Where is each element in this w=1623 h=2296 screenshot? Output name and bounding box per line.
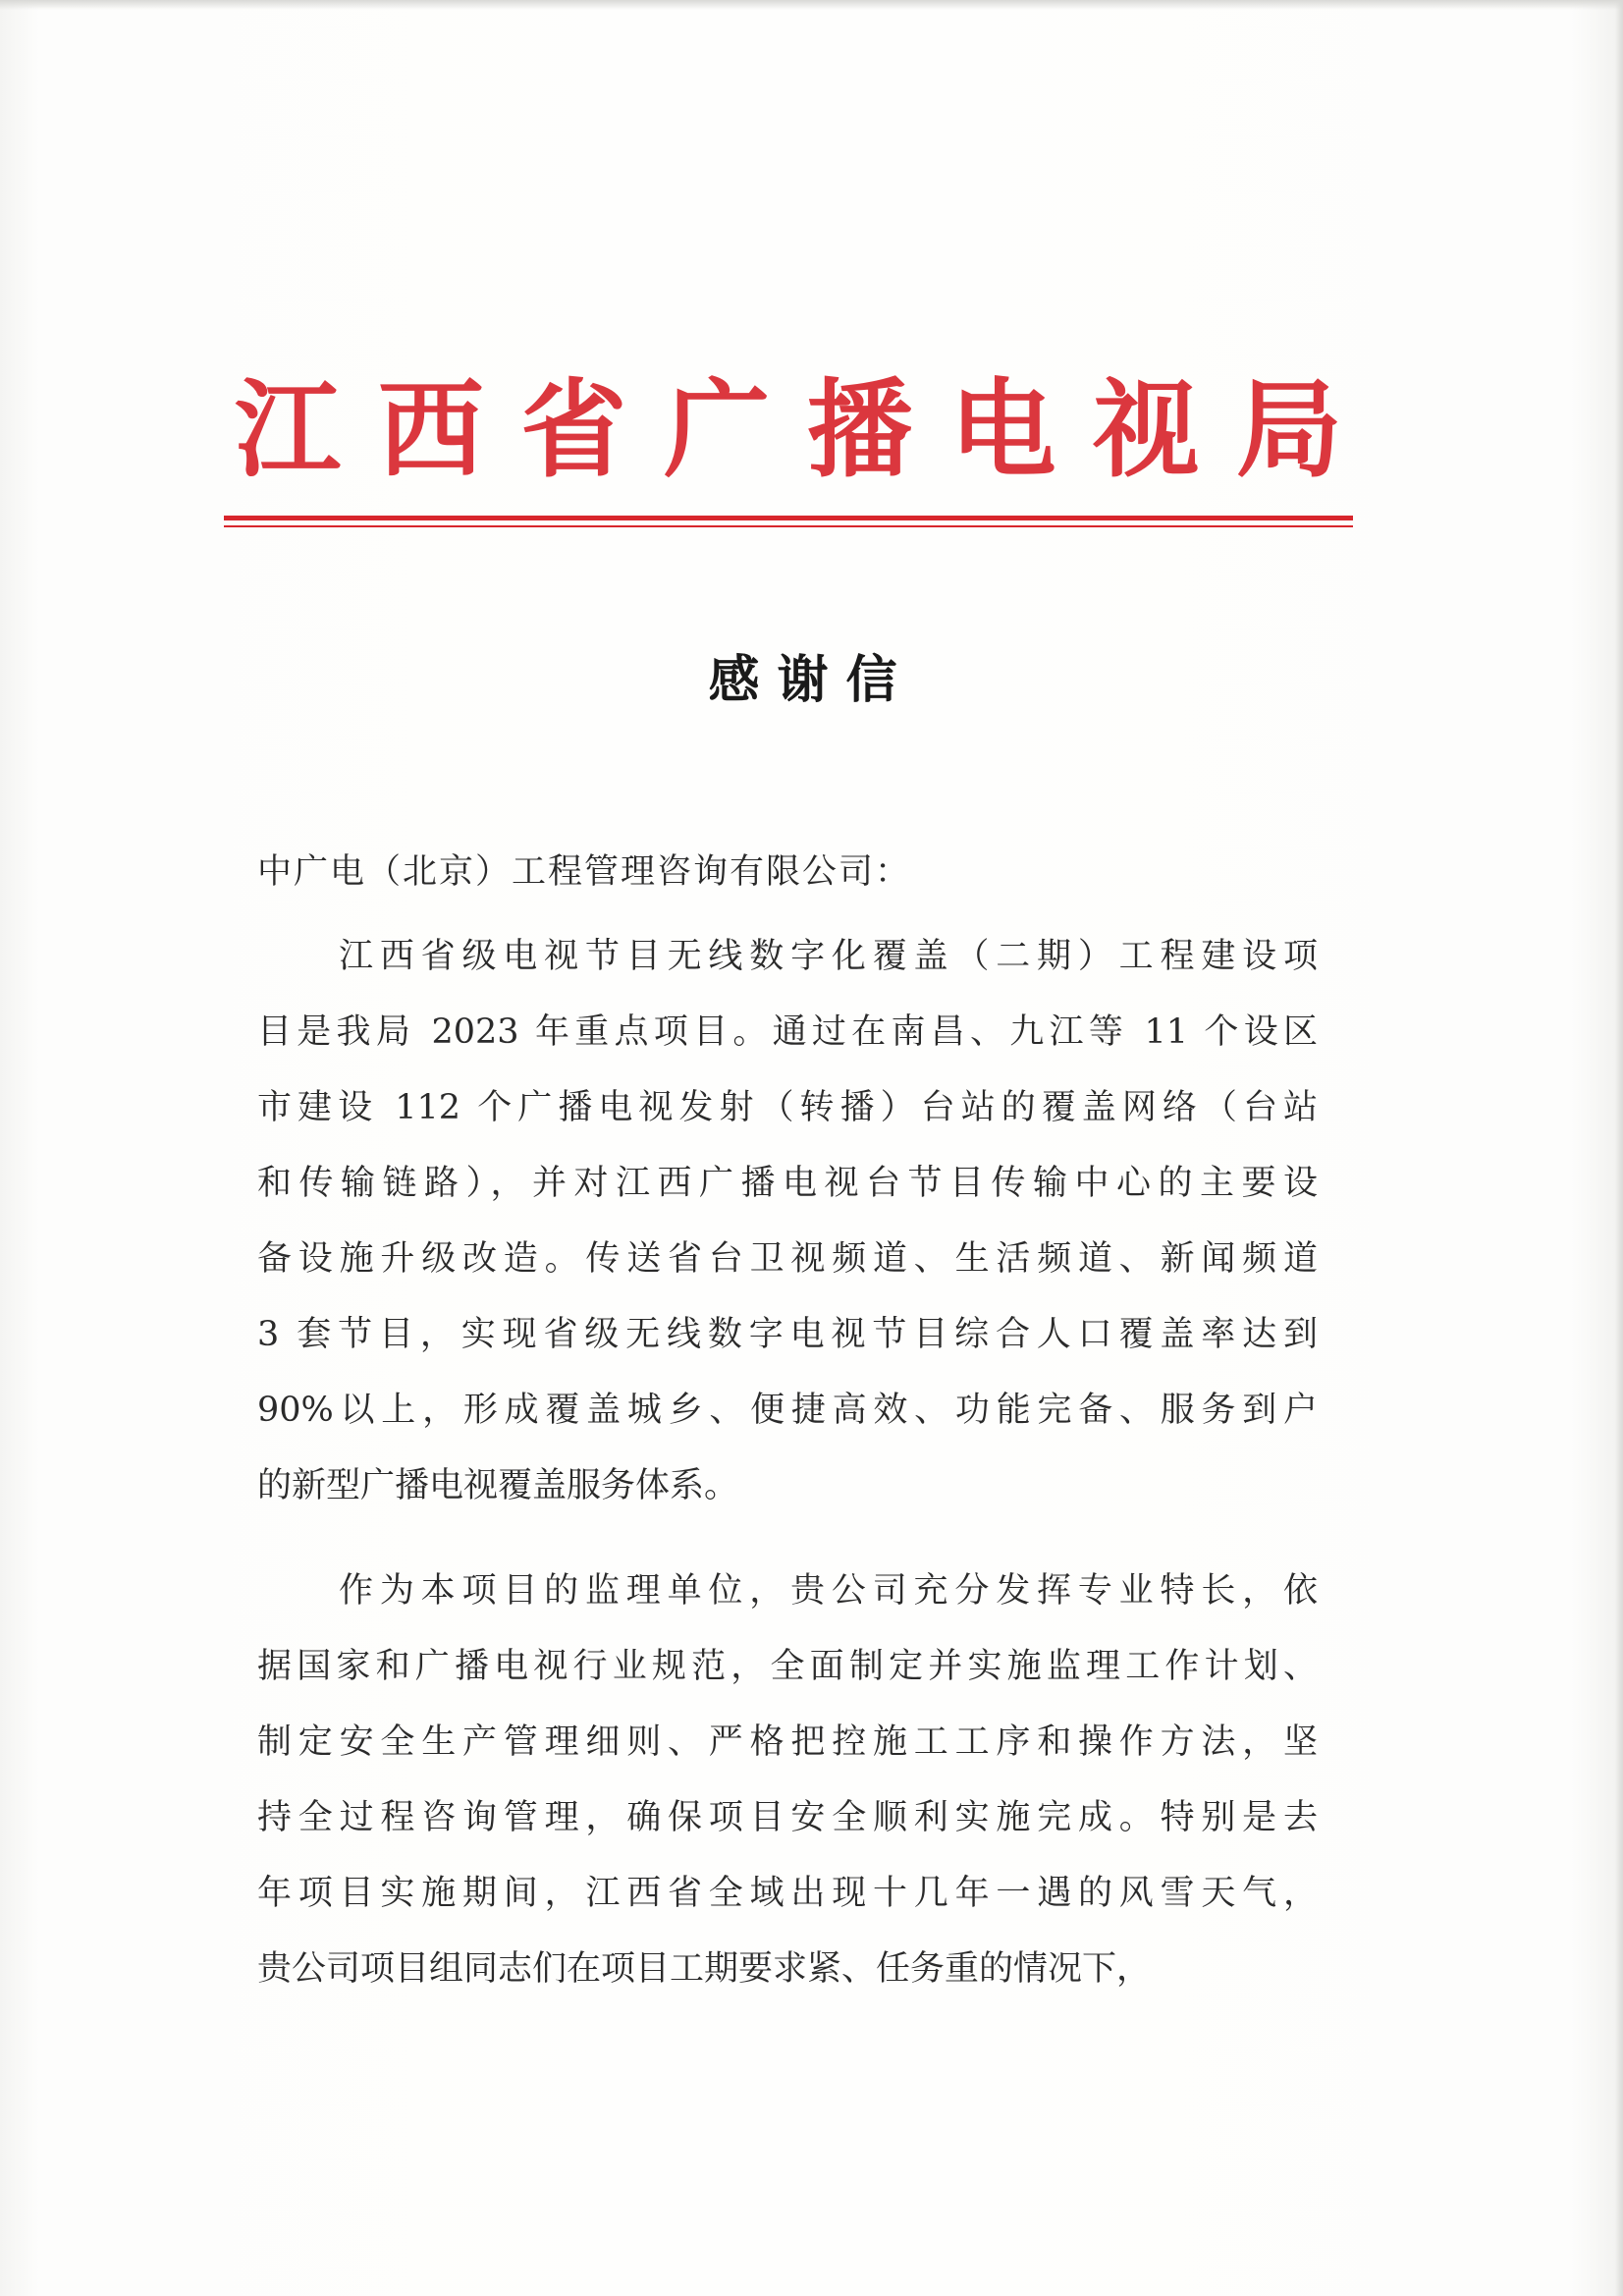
paragraph-2-line: 据国家和广播电视行业规范，全面制定并实施监理工作计划、 bbox=[257, 1647, 1318, 1686]
paragraph-2-line: 年项目实施期间，江西省全域出现十几年一遇的风雪天气， bbox=[257, 1874, 1318, 1913]
letterhead-char: 江 bbox=[234, 368, 341, 492]
letterhead-char: 省 bbox=[520, 368, 627, 492]
paragraph-1-line: 90%以上，形成覆盖城乡、便捷高效、功能完备、服务到户 bbox=[257, 1391, 1318, 1430]
paragraph-1-line: 3 套节目，实现省级无线数字电视节目综合人口覆盖率达到 bbox=[257, 1315, 1318, 1354]
letterhead-char: 广 bbox=[664, 368, 771, 492]
paragraph-1-line: 江西省级电视节目无线数字化覆盖（二期）工程建设项 bbox=[339, 937, 1318, 976]
scan-shadow-top bbox=[0, 0, 1623, 10]
letterhead-char: 视 bbox=[1093, 368, 1200, 492]
letter-title: 感谢信 bbox=[708, 651, 915, 710]
paragraph-1-line: 市建设 112 个广播电视发射（转播）台站的覆盖网络（台站 bbox=[257, 1088, 1318, 1127]
paragraph-2-line: 作为本项目的监理单位，贵公司充分发挥专业特长，依 bbox=[339, 1571, 1318, 1611]
letter-salutation: 中广电（北京）工程管理咨询有限公司： bbox=[257, 852, 912, 892]
letterhead-char: 电 bbox=[949, 368, 1056, 492]
paragraph-1-line: 目是我局 2023 年重点项目。通过在南昌、九江等 11 个设区 bbox=[257, 1012, 1318, 1052]
paragraph-2-line: 持全过程咨询管理，确保项目安全顺利实施完成。特别是去 bbox=[257, 1798, 1318, 1837]
letterhead-red-rule-thick bbox=[224, 516, 1353, 520]
letterhead-red-rule-thin bbox=[224, 525, 1353, 527]
letterhead-organization-name bbox=[224, 361, 1353, 499]
paragraph-1-line: 备设施升级改造。传送省台卫视频道、生活频道、新闻频道 bbox=[257, 1239, 1318, 1279]
scan-shadow-right bbox=[1615, 0, 1623, 2296]
letterhead-char: 播 bbox=[806, 368, 913, 492]
paragraph-1-line: 和传输链路），并对江西广播电视台节目传输中心的主要设 bbox=[257, 1164, 1318, 1203]
paragraph-2-line: 贵公司项目组同志们在项目工期要求紧、任务重的情况下， bbox=[257, 1949, 1152, 1989]
letterhead-char: 局 bbox=[1235, 368, 1342, 492]
paragraph-1-line: 的新型广播电视覆盖服务体系。 bbox=[257, 1466, 739, 1505]
paragraph-2-line: 制定安全生产管理细则、严格把控施工工序和操作方法，坚 bbox=[257, 1722, 1318, 1762]
letterhead-char: 西 bbox=[377, 368, 484, 492]
